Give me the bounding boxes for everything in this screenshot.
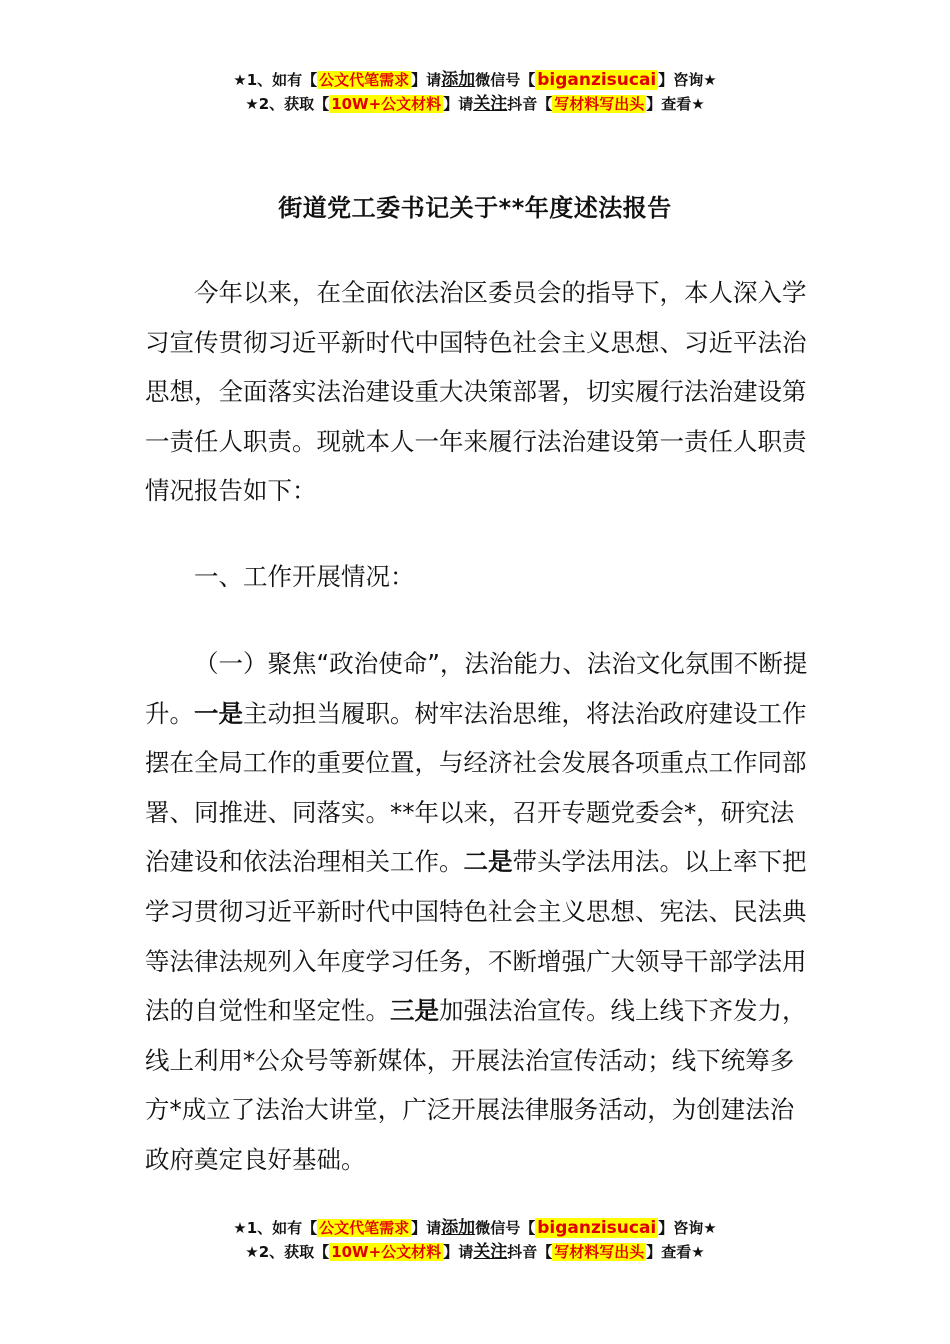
- promo-line-2: ★2、获取【 10W+公文材料 】请关注抖音【 写材料写出头 】查看★: [245, 94, 705, 114]
- douyin-account: 写材料写出头: [554, 95, 645, 113]
- promo-line-1: ★1、如有【 公文代笔需求 】请添加微信号【 biganzisucai 】咨询★: [233, 1218, 717, 1238]
- document-title: 街道党工委书记关于**年度述法报告: [278, 194, 672, 222]
- douyin-account: 写材料写出头: [554, 1243, 645, 1261]
- promo-banner-bottom: [0, 1216, 950, 1264]
- section-paragraph: （一）聚焦“政治使命”，法治能力、法治文化氛围不断提升。一是主动担当履职。树牢法治思维，将法治政府建设工作摆在全局工作的重要位置，与经济社会发展各项重点工作同部署、同推进、同落实。**年以来，召开专题党委会*，研究法治建设和依法治理相关工作。二是带头学法用法。以上率下把学习贯彻习近平新时代中国特色社会主义思想、宪法、民法典等法律法规列入年度学习任务，不断增强广大领导干部学法用法的自觉性和坚定性。三是加强法治宣传。线上线下齐发力，线上利用*公众号等新媒体，开展法治宣传活动；线下统筹多方*成立了法治大讲堂，广泛开展法律服务活动，为创建法治政府奠定良好基础。: [145, 649, 808, 1174]
- intro-paragraph: 今年以来，在全面依法治区委员会的指导下，本人深入学习宣传贯彻习近平新时代中国特色社会主义思想、习近平法治思想，全面落实法治建设重大决策部署，切实履行法治建设第一责任人职责。现就本人一年来履行法治建设第一责任人职责情况报告如下：: [145, 278, 807, 506]
- section-heading: 一、工作开展情况：: [194, 562, 415, 591]
- promo-banner-top: [0, 68, 950, 116]
- promo-line-1: ★1、如有【 公文代笔需求 】请添加微信号【 biganzisucai 】咨询★: [233, 70, 717, 90]
- wechat-id: biganzisucai: [537, 70, 657, 90]
- promo-line-2: ★2、获取【 10W+公文材料 】请关注抖音【 写材料写出头 】查看★: [245, 1242, 705, 1262]
- wechat-id: biganzisucai: [537, 1218, 657, 1238]
